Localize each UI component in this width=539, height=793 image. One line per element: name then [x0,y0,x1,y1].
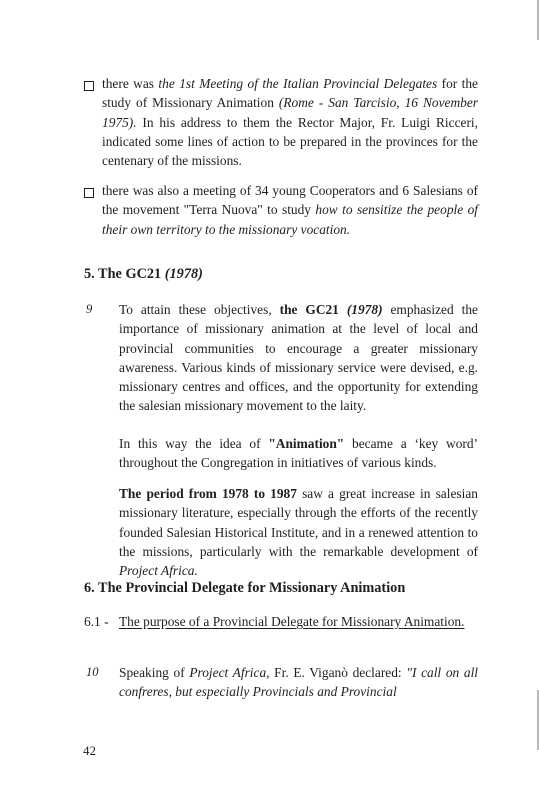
text-run: there was also a meeting of 34 young Cooperators and 6 Salesians of the movement "Terra Nuova" to study [102,183,478,218]
italic-run: the 1st Meeting of the Italian Provincial Delegates [158,76,438,91]
page-number: 42 [83,743,96,758]
text-run: In this way the idea of [119,436,269,451]
bold-italic-run: (1978) [346,302,383,317]
bold-run: the GC21 [279,302,347,317]
text-run: became a ‘key word’ throughout the Congregation in initiatives of various kinds. [119,436,478,471]
checkbox-bullet-icon [84,81,94,91]
italic-run: how to sensitize the people of their own territory to the missionary vocation. [102,202,478,237]
italic-run: Project Africa, [189,665,270,680]
paragraph-number: 10 [86,665,99,679]
text-run: emphasized the importance of missionary animation at the level of local and provincial communities to encourage a greater missionary awareness. Various kinds of missionary service were devised, e.g. missionary centres and offices, and the opportunity for extending the salesian missionary movement to the laity. [119,302,478,414]
heading-year: (1978) [164,266,203,282]
section-heading-6: 6. The Provincial Delegate for Missionary Animation [84,580,406,596]
heading-text: 5. The GC21 [84,266,165,282]
paragraph-number: 9 [86,302,93,316]
text-run: Fr. E. Viganò declared: [269,665,407,680]
text-run: In his address to them the Rector Major, Fr. Luigi Ricceri, indicated some lines of action to be prepared in the provinces for the centenary of the missions. [102,114,478,169]
paragraph-animation-key-word [119,434,478,473]
italic-run: "I call on all confreres, but especially Provincials and Provincial [119,665,479,700]
paragraph-vigano-quote [119,663,478,702]
italic-run: (Rome - San Tarcisio, 16 November 1975). [102,95,479,130]
paragraph-gc21-objectives [119,300,478,416]
paragraph-period-1978-1987 [119,484,478,580]
section-heading-5 [84,266,203,283]
text-run: To attain these objectives, [119,302,280,317]
subsection-number: 6.1 - [84,614,109,629]
bullet-paragraph-young-cooperators [102,181,478,239]
bullet-paragraph-meeting-delegates [102,74,478,170]
checkbox-bullet-icon [84,188,94,198]
text-run: Speaking of [119,665,190,680]
text-run: saw a great increase in salesian missionary literature, especially through the efforts of the recently founded Salesian Historical Institute, and in a renewed attention to the missions, particularly with the remarkable development of [119,486,478,559]
text-run: there was [102,76,159,91]
subsection-title: The purpose of a Provincial Delegate for Missionary Animation. [119,614,465,629]
bold-run: "Animation" [268,436,345,451]
bold-run: The period from 1978 to 1987 [119,486,297,501]
italic-run: Project Africa. [119,563,198,579]
text-run: for the study of Missionary Animation [102,76,478,111]
